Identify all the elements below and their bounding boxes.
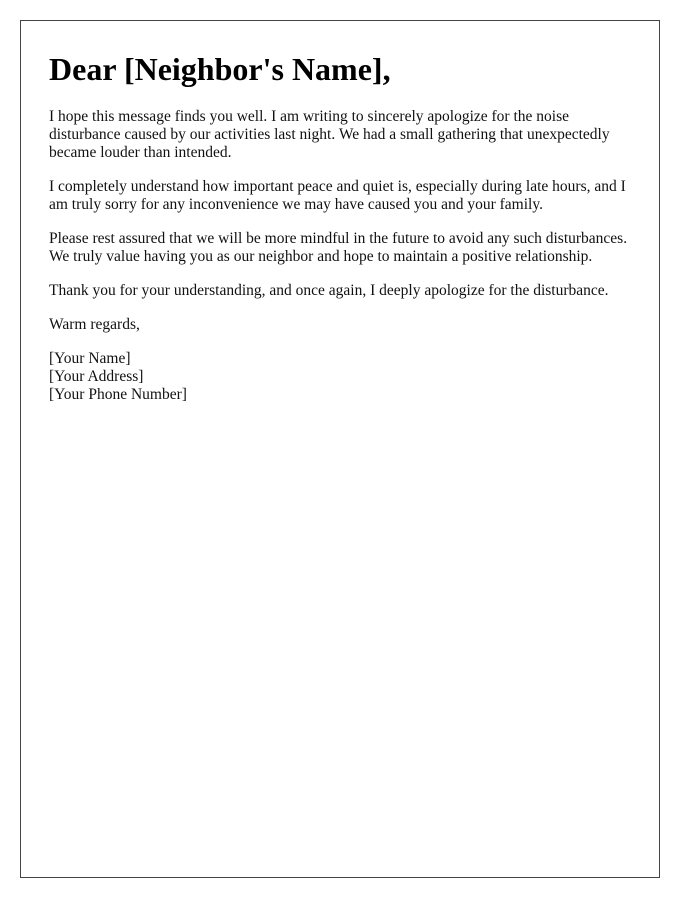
signature-phone: [Your Phone Number] xyxy=(49,386,187,403)
letter-paragraph-1: I hope this message finds you well. I am writing to sincerely apologize for the noise disturbance caused by our activities last night. We had a small gathering that unexpectedly became louder than intended. xyxy=(49,108,610,161)
letter-paragraph-2: I completely understand how important peace and quiet is, especially during late hours, and I am truly sorry for any inconvenience we may have caused you and your family. xyxy=(49,178,626,213)
signature-address: [Your Address] xyxy=(49,368,144,385)
letter-greeting: Dear [Neighbor's Name], xyxy=(49,51,391,87)
letter-closing: Warm regards, xyxy=(49,316,140,333)
signature-name: [Your Name] xyxy=(49,350,131,367)
signature-block xyxy=(49,350,631,404)
letter-page xyxy=(20,20,660,878)
letter-content xyxy=(21,21,659,404)
letter-paragraph-3: Please rest assured that we will be more mindful in the future to avoid any such disturbances. We truly value having you as our neighbor and hope to maintain a positive relationship. xyxy=(49,230,628,265)
letter-paragraph-4: Thank you for your understanding, and once again, I deeply apologize for the disturbance. xyxy=(49,282,609,299)
